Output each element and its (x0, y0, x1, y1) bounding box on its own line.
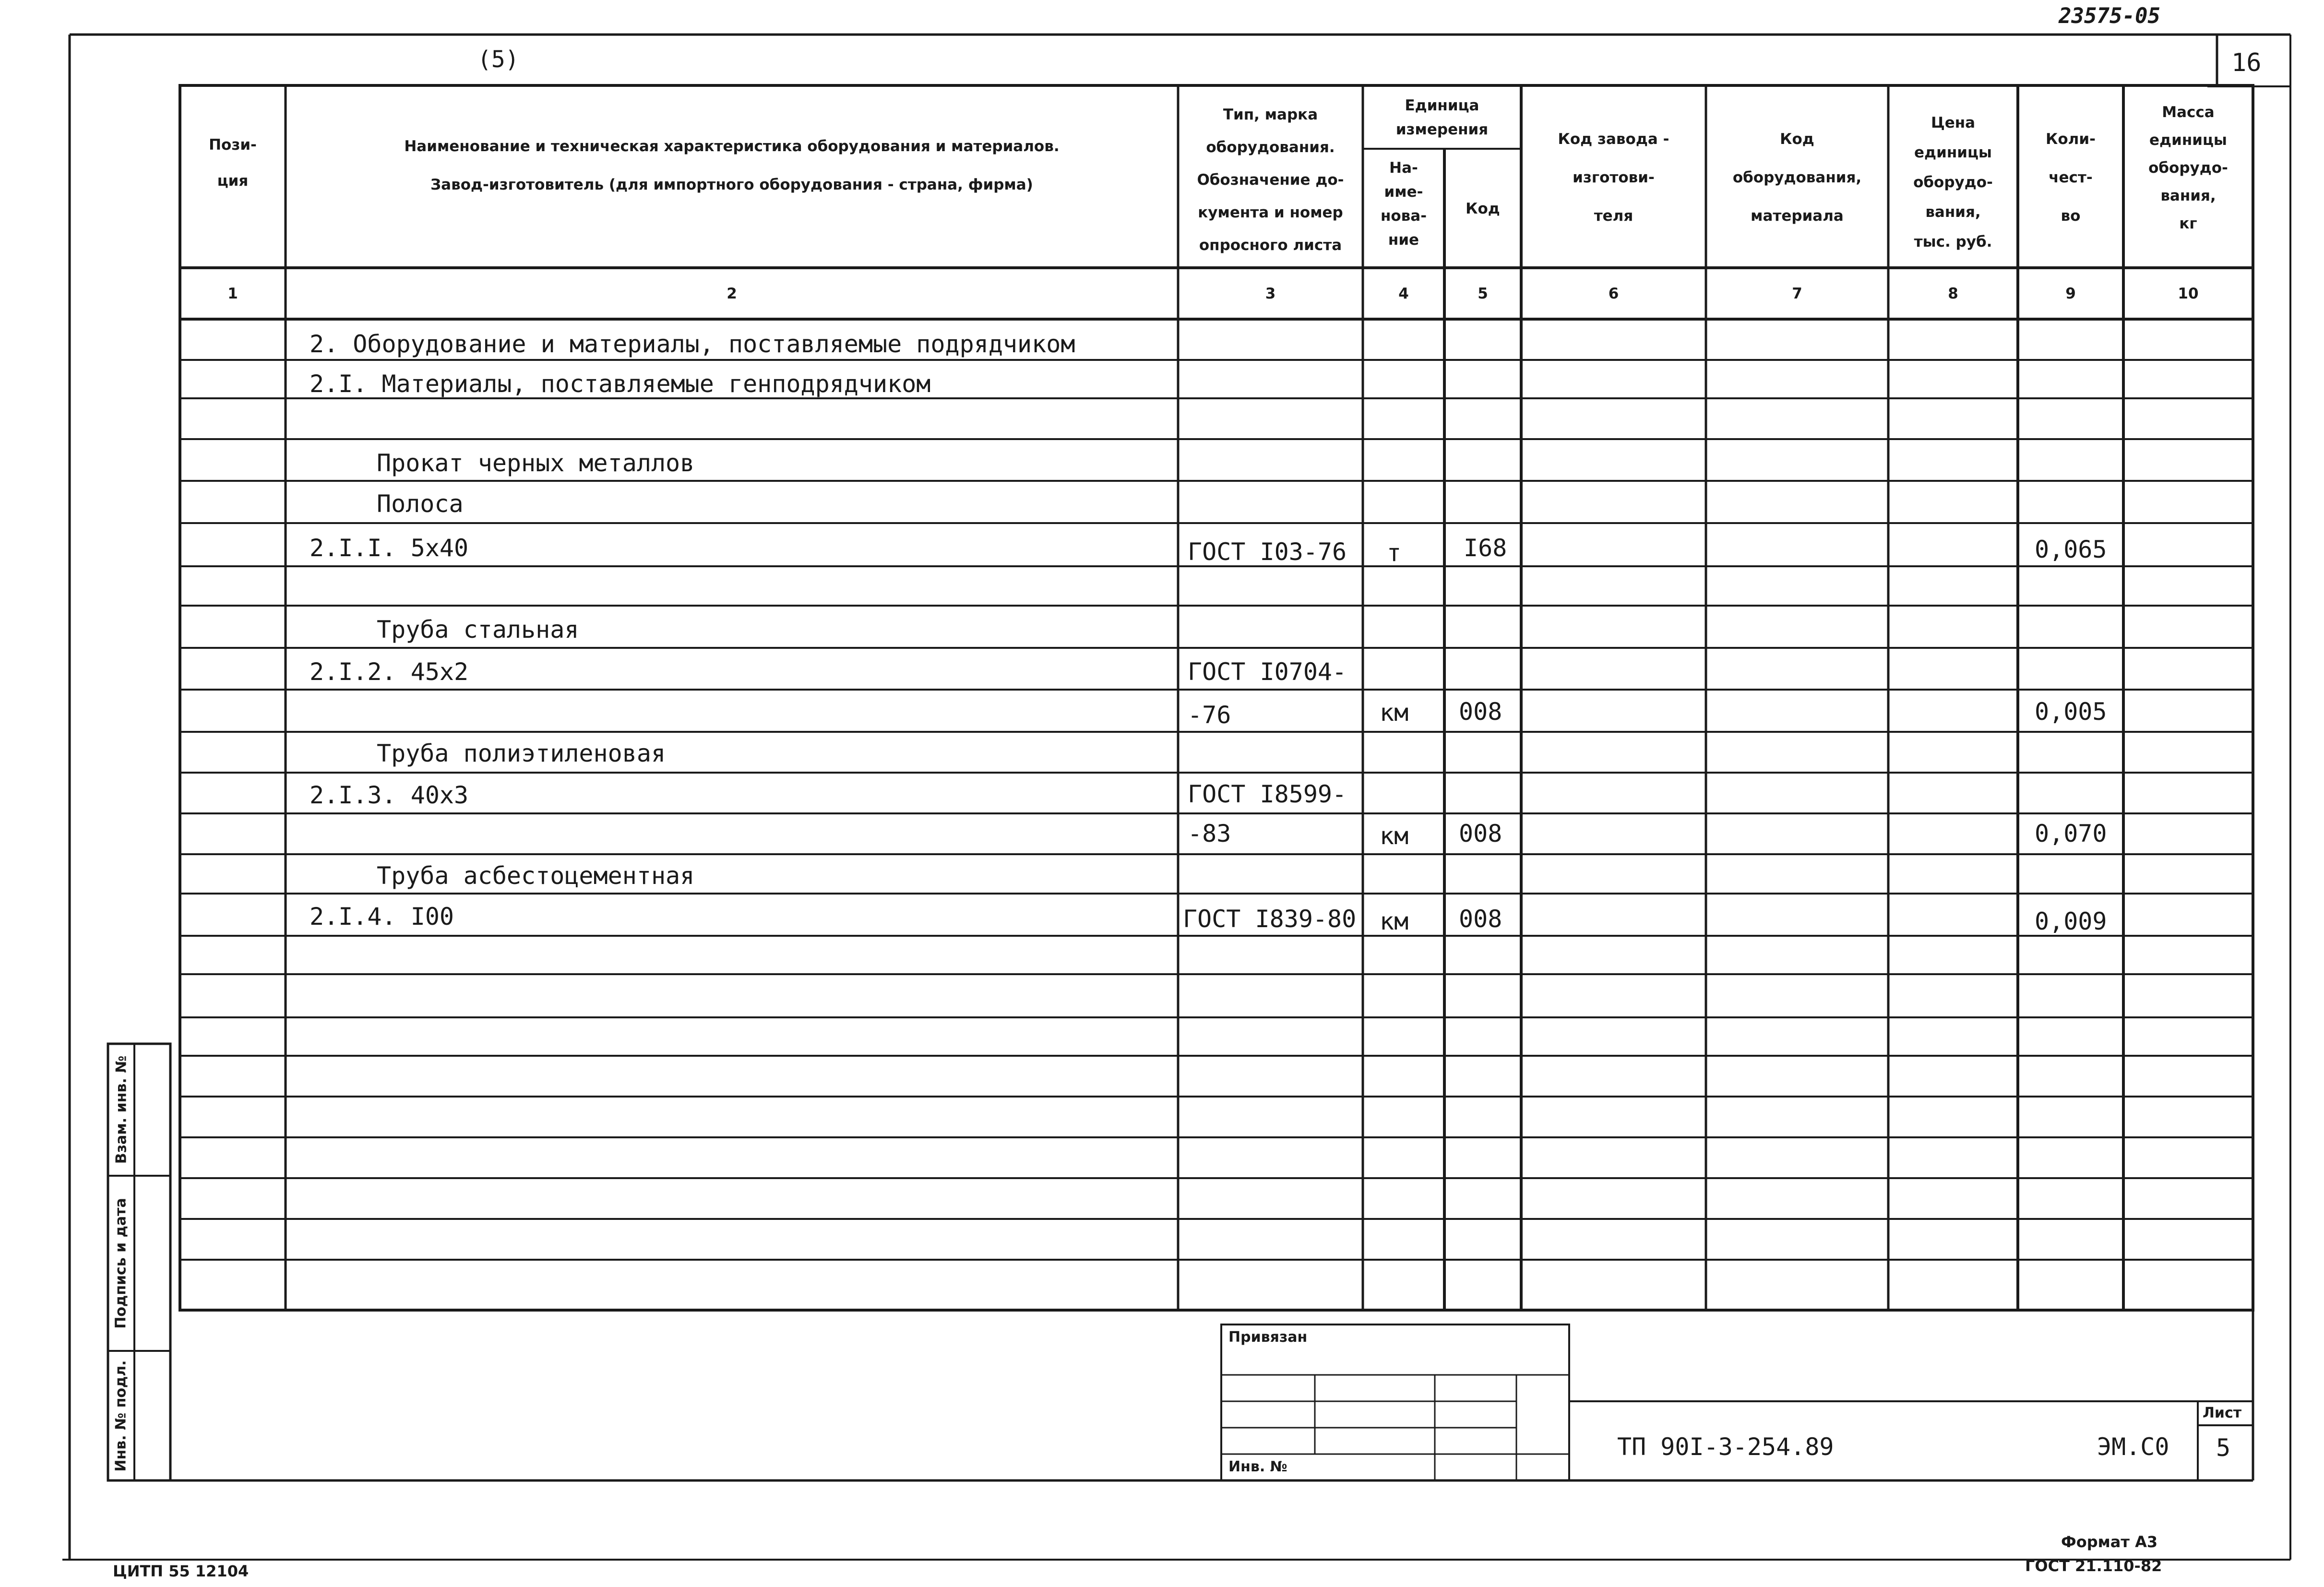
row-item-2-1-2-type-cont: -76 (1188, 701, 1231, 729)
header-price-line-4: вания, (1925, 203, 1981, 221)
row-item-2-1-2-type: ГОСТ I0704- (1188, 658, 1347, 686)
header-quantity (2018, 120, 2123, 235)
header-type-line-4: кумента и номер (1198, 203, 1343, 221)
row-item-2-1-3-type-cont: -83 (1188, 820, 1231, 847)
header-name (286, 127, 1178, 204)
header-unit-group-line-1: Единица (1405, 96, 1479, 114)
header-quantity-line-3: во (2061, 207, 2081, 225)
header-unit-name (1363, 156, 1444, 252)
header-price-line-1: Цена (1931, 114, 1976, 131)
header-unit-name-line-4: ние (1388, 231, 1419, 249)
row-group-strip: Полоса (377, 490, 464, 518)
header-unit-code-line-1: Код (1466, 200, 1500, 217)
header-mass (2123, 98, 2253, 238)
row-item-2-1-4-unit: км (1380, 907, 1409, 935)
col-num-4: 4 (1398, 285, 1409, 302)
row-item-2-1-3-unit: км (1380, 822, 1409, 850)
top-doc-number: 23575-05 (2059, 4, 2160, 28)
side-label-signature-date (108, 1176, 134, 1351)
stamp-privyazan: Привязан (1228, 1329, 1308, 1346)
header-price-line-5: тыс. руб. (1914, 233, 1992, 251)
row-item-2-1-2-code: 008 (1459, 698, 1502, 726)
header-position (180, 127, 286, 199)
header-equipment-code-line-3: материала (1751, 207, 1844, 225)
header-type-line-2: оборудования. (1206, 138, 1335, 156)
row-group-rolled-metal: Прокат черных металлов (377, 449, 695, 477)
header-name-line-2: Завод-изготовитель (для импортного оборудования - страна, фирма) (430, 176, 1033, 193)
header-price (1888, 108, 2018, 257)
header-type-line-3: Обозначение до- (1197, 171, 1344, 189)
header-name-line-1: Наименование и техническая характеристика оборудования и материалов. (404, 137, 1060, 155)
row-item-2-1-2-unit: км (1380, 699, 1409, 727)
doc-code: ТП 90I-3-254.89 (1617, 1433, 1834, 1461)
row-item-2-1-3-type: ГОСТ I8599- (1188, 780, 1347, 808)
header-quantity-line-2: чест- (2049, 168, 2093, 186)
row-group-pe-pipe: Труба полиэтиленовая (377, 740, 666, 767)
row-item-2-1-4-code: 008 (1459, 905, 1502, 933)
row-group-asbestos-pipe: Труба асбестоцементная (377, 862, 695, 890)
row-item-2-1-1-unit: т (1387, 539, 1402, 567)
row-item-2-1-1-name: 2.I.I. 5х40 (310, 534, 469, 562)
row-subsection-title: 2.I. Материалы, поставляемые генподрядчиком (310, 370, 931, 398)
row-item-2-1-1-qty: 0,065 (2035, 536, 2107, 563)
header-price-line-2: единицы (1914, 143, 1992, 161)
header-equipment-code (1706, 120, 1888, 235)
stamp-inv-no: Инв. № (1228, 1458, 1287, 1475)
row-item-2-1-4-qty: 0,009 (2035, 907, 2107, 935)
col-num-10: 10 (2178, 285, 2199, 302)
side-label-original-inv (108, 1351, 134, 1480)
row-item-2-1-3-qty: 0,070 (2035, 820, 2107, 847)
header-unit-name-line-3: нова- (1380, 207, 1427, 225)
sheet-label: Лист (2203, 1405, 2242, 1421)
doc-mark: ЭМ.С0 (2097, 1433, 2169, 1461)
header-mass-line-5: кг (2179, 215, 2197, 232)
col-num-7: 7 (1792, 285, 1802, 302)
col-num-5: 5 (1478, 285, 1488, 302)
header-equipment-code-line-2: оборудования, (1732, 168, 1862, 186)
header-type (1178, 98, 1363, 262)
row-item-2-1-3-name: 2.I.3. 40х3 (310, 781, 469, 809)
header-manufacturer-code-line-1: Код завода - (1558, 130, 1669, 148)
row-group-steel-pipe: Труба стальная (377, 616, 579, 644)
col-num-8: 8 (1948, 285, 1958, 302)
header-type-line-5: опросного листа (1199, 236, 1342, 254)
page-counter-top: 16 (2231, 48, 2262, 77)
col-num-3: 3 (1265, 285, 1276, 302)
header-unit-group (1363, 94, 1521, 142)
col-num-6: 6 (1608, 285, 1619, 302)
sheet-in-set: (5) (477, 46, 519, 73)
header-type-line-1: Тип, марка (1223, 106, 1318, 123)
col-num-2: 2 (727, 285, 737, 302)
header-manufacturer-code-line-2: изготови- (1573, 168, 1655, 186)
sheet-number: 5 (2216, 1434, 2231, 1462)
row-item-2-1-2-qty: 0,005 (2035, 698, 2107, 726)
footer-gost: ГОСТ 21.110-82 (2025, 1557, 2162, 1575)
row-item-2-1-1-type: ГОСТ I03-76 (1188, 538, 1347, 566)
header-manufacturer-code (1521, 120, 1706, 235)
col-num-9: 9 (2065, 285, 2076, 302)
header-unit-name-line-1: На- (1389, 159, 1418, 177)
header-unit-group-line-2: измерения (1395, 120, 1489, 138)
side-label-signature-date-text: Подпись и дата (113, 1198, 130, 1329)
header-manufacturer-code-line-3: теля (1594, 207, 1633, 225)
row-item-2-1-4-name: 2.I.4. I00 (310, 903, 454, 931)
header-price-line-3: оборудо- (1913, 173, 1993, 191)
header-equipment-code-line-1: Код (1780, 130, 1814, 148)
row-item-2-1-2-name: 2.I.2. 45х2 (310, 658, 469, 686)
header-position-line-2: ция (217, 172, 249, 190)
header-quantity-line-1: Коли- (2046, 130, 2096, 148)
header-position-line-1: Пози- (209, 136, 257, 154)
row-section-title: 2. Оборудование и материалы, поставляемые подрядчиком (310, 330, 1075, 358)
side-label-replaced-inv (108, 1044, 134, 1176)
header-mass-line-3: оборудо- (2148, 159, 2228, 177)
row-item-2-1-4-type: ГОСТ I839-80 (1183, 905, 1357, 933)
footer-tsitp: ЦИТП 55 12104 (113, 1562, 249, 1580)
header-mass-line-1: Масса (2162, 103, 2215, 121)
header-unit-code (1444, 192, 1521, 226)
header-unit-name-line-2: име- (1384, 183, 1423, 201)
row-item-2-1-3-code: 008 (1459, 820, 1502, 847)
row-item-2-1-1-code: I68 (1464, 534, 1507, 562)
header-mass-line-2: единицы (2149, 131, 2227, 149)
header-mass-line-4: вания, (2160, 187, 2216, 204)
side-label-replaced-inv-text: Взам. инв. № (113, 1055, 130, 1164)
footer-format: Формат А3 (2061, 1533, 2158, 1551)
side-label-original-inv-text: Инв. № подл. (113, 1360, 130, 1472)
col-num-1: 1 (227, 285, 238, 302)
